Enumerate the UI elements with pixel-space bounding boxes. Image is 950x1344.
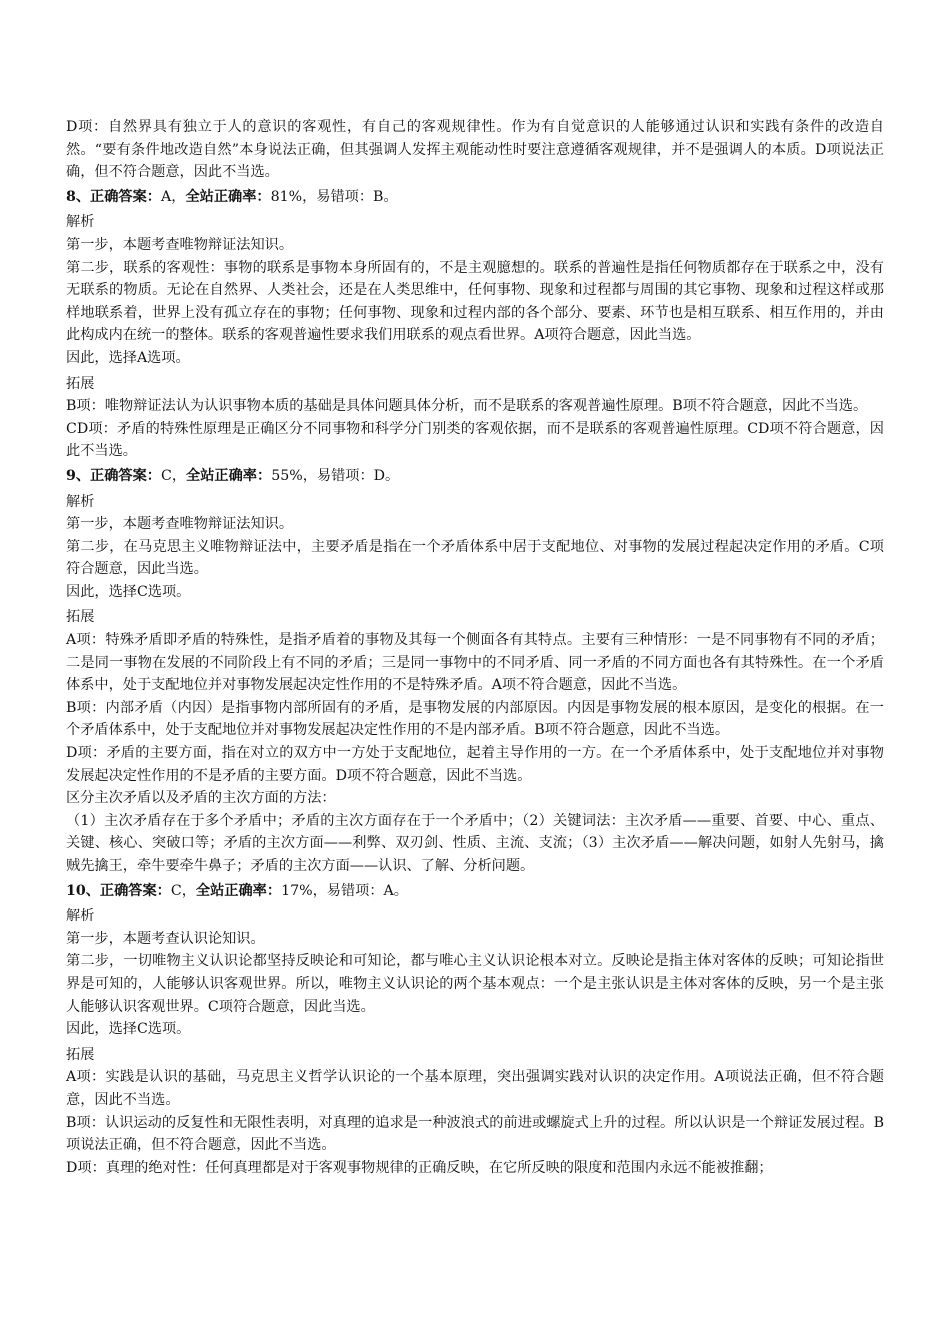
paragraph: D项：矛盾的主要方面，指在对立的双方中一方处于支配地位，起着主导作用的一方。在一个矛盾体系中，处于支配地位并对事物发展起决定性作用的不是矛盾的主要方面。D项不符合题意，因此不当选。 bbox=[66, 745, 884, 784]
paragraph: 第一步，本题考查唯物辩证法知识。 bbox=[66, 516, 294, 533]
question-number-label: 10、正确答案： bbox=[66, 882, 171, 899]
correct-answer: C， bbox=[161, 467, 187, 484]
accuracy-value: 17%，易错项：A。 bbox=[281, 882, 408, 899]
paragraph: A项：实践是认识的基础，马克思主义哲学认识论的一个基本原理，突出强调实践对认识的决定作用。A项说法正确，但不符合题意，因此不当选。 bbox=[66, 1069, 884, 1108]
paragraph: 第二步，在马克思主义唯物辩证法中，主要矛盾是指在一个矛盾体系中居于支配地位、对事物的发展过程起决定作用的矛盾。C项符合题意，因此当选。 bbox=[66, 538, 884, 578]
section-heading: 拓展 bbox=[66, 375, 95, 392]
paragraph: 第一步，本题考查认识论知识。 bbox=[66, 930, 265, 947]
paragraph: 因此，选择A选项。 bbox=[66, 349, 190, 366]
accuracy-label: 全站正确率： bbox=[185, 188, 271, 205]
paragraph: 第二步，一切唯物主义认识论都坚持反映论和可知论，都与唯心主义认识论根本对立。反映论是指主体对客体的反映；可知论指世界是可知的，人能够认识客观世界。所以，唯物主义认识论的两个基本观点：一个是主张认识是主体对客体的反映，另一个是主张人能够认识客观世界。C项符合题意，因此当选。 bbox=[66, 953, 884, 1015]
paragraph: D项：真理的绝对性：任何真理都是对于客观事物规律的正确反映，在它所反映的限度和范围内永远不能被推翻； bbox=[66, 1159, 773, 1176]
paragraph: B项：唯物辩证法认为认识事物本质的基础是具体问题具体分析，而不是联系的客观普遍性原理。B项不符合题意，因此不当选。 bbox=[66, 398, 868, 415]
paragraph: 区分主次矛盾以及矛盾的主次方面的方法： bbox=[66, 790, 336, 807]
section-heading: 解析 bbox=[66, 908, 95, 925]
accuracy-label: 全站正确率： bbox=[186, 467, 272, 484]
paragraph: D项：自然界具有独立于人的意识的客观性，有自己的客观规律性。作为有自觉意识的人能够通过认识和实践有条件的改造自然。“要有条件地改造自然”本身说法正确，但其强调人发挥主观能动性时要注意遵循客观规律，并不是强调人的本质。D项说法正确，但不符合题意，因此不当选。 bbox=[66, 119, 884, 181]
answer-header bbox=[66, 880, 884, 903]
paragraph: 因此，选择C选项。 bbox=[66, 1021, 191, 1038]
correct-answer: C， bbox=[170, 882, 196, 899]
question-number-label: 8、正确答案： bbox=[66, 188, 161, 205]
paragraph: A项：特殊矛盾即矛盾的特殊性，是指矛盾着的事物及其每一个侧面各有其特点。主要有三种情形：一是不同事物有不同的矛盾；二是同一事物在发展的不同阶段上有不同的矛盾；三是同一事物中的不同矛盾、同一矛盾的不同方面也各有其特殊性。在一个矛盾体系中，处于支配地位并对事物发展起决定性作用的不是特殊矛盾。A项不符合题意，因此不当选。 bbox=[66, 632, 884, 694]
accuracy-value: 81%，易错项：B。 bbox=[270, 188, 398, 205]
question-number-label: 9、正确答案： bbox=[66, 467, 161, 484]
section-heading: 拓展 bbox=[66, 609, 95, 626]
accuracy-label: 全站正确率： bbox=[195, 882, 282, 899]
section-heading: 解析 bbox=[66, 214, 95, 231]
paragraph: CD项：矛盾的特殊性原理是正确区分不同事物和科学分门别类的客观依据，而不是联系的客观普遍性原理。CD项不符合题意，因此不当选。 bbox=[66, 420, 884, 460]
paragraph: B项：内部矛盾（内因）是指事物内部所固有的矛盾，是事物发展的内部原因。内因是事物发展的根本原因，是变化的根据。在一个矛盾体系中，处于支配地位并对事物发展起决定性作用的不是内部矛盾。B项不符合题意，因此不当选。 bbox=[66, 699, 884, 739]
paragraph: （1）主次矛盾存在于多个矛盾中；矛盾的主次方面存在于一个矛盾中；（2）关键词法：主次矛盾——重要、首要、中心、重点、关键、核心、突破口等；矛盾的主次方面——利弊、双刃剑、性质、主流、支流；（3）主次矛盾——解决问题，如射人先射马，擒贼先擒王，牵牛要牵牛鼻子；矛盾的主次方面——认识、了解、分析问题。 bbox=[66, 812, 884, 874]
paragraph: 第一步，本题考查唯物辩证法知识。 bbox=[66, 236, 294, 253]
accuracy-value: 55%，易错项：D。 bbox=[271, 467, 400, 484]
document-body bbox=[66, 116, 884, 1179]
answer-header bbox=[66, 465, 884, 488]
section-heading: 解析 bbox=[66, 493, 95, 510]
paragraph: 因此，选择C选项。 bbox=[66, 583, 191, 600]
correct-answer: A， bbox=[161, 188, 186, 205]
paragraph: B项：认识运动的反复性和无限性表明，对真理的追求是一种波浪式的前进或螺旋式上升的过程。所以认识是一个辩证发展过程。B项说法正确，但不符合题意，因此不当选。 bbox=[66, 1114, 884, 1154]
paragraph: 第二步，联系的客观性：事物的联系是事物本身所固有的，不是主观臆想的。联系的普遍性是指任何物质都存在于联系之中，没有无联系的物质。无论在自然界、人类社会，还是在人类思维中，任何事物、现象和过程都与周围的其它事物、现象和过程这样或那样地联系着，世界上没有孤立存在的事物；任何事物、现象和过程内部的各个部分、要素、环节也是相互联系、相互作用的，并由此构成内在统一的整体。联系的客观普遍性要求我们用联系的观点看世界。A项符合题意，因此当选。 bbox=[66, 259, 884, 344]
section-heading: 拓展 bbox=[66, 1046, 95, 1063]
answer-header bbox=[66, 186, 884, 209]
